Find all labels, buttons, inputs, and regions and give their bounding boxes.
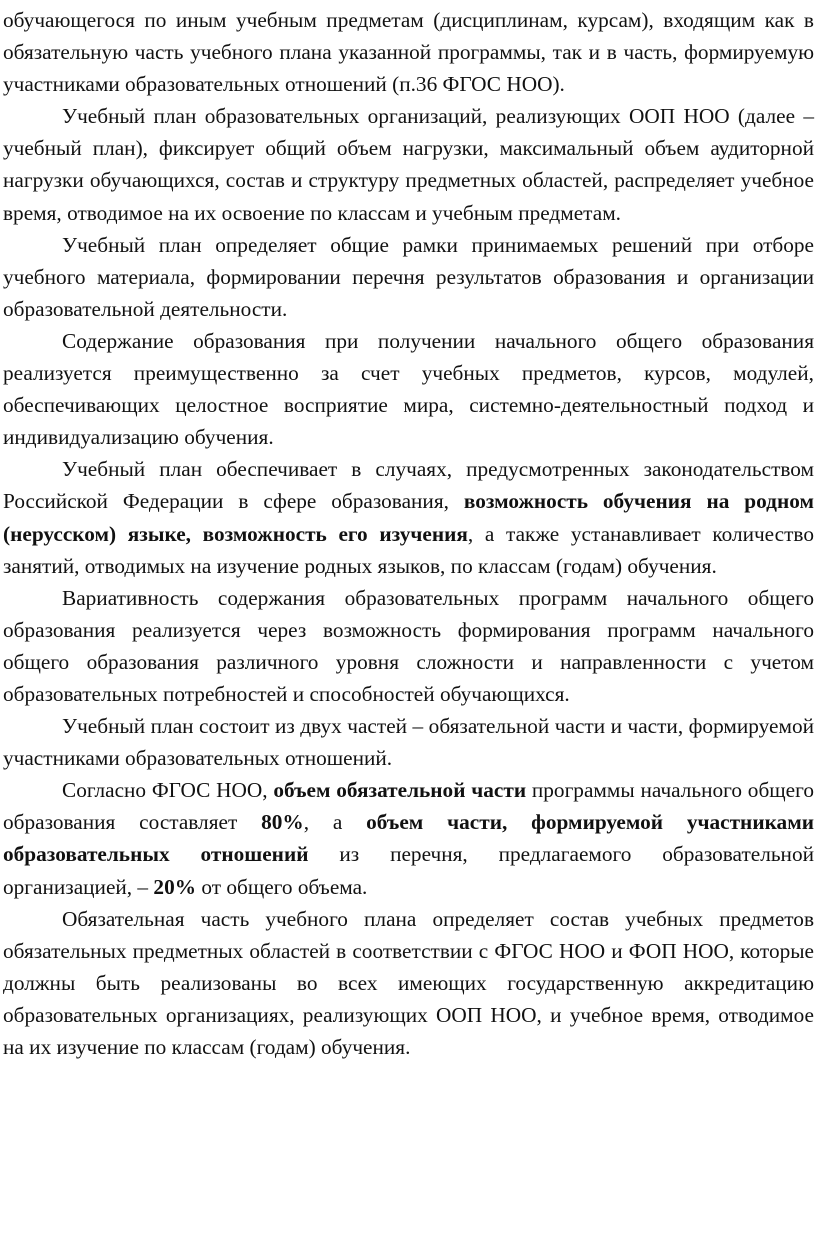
text-run: Содержание образования при получении начального общего образования реализуется преимущественно за счет учебных предметов, курсов, модулей, обеспечивающих целостное восприятие мира, системно-деятельностный подход и индивидуализацию обучения.: [3, 328, 814, 450]
text-run: из перечня, предлагаемого образовательной организацией, –: [3, 842, 814, 899]
paragraph-p9: [3, 903, 814, 1063]
bold-text-run: объем части, формируемой участниками образовательных отношений: [3, 810, 814, 867]
paragraph-p1: [3, 4, 814, 100]
text-run: , а: [303, 810, 367, 835]
document-body: [3, 4, 814, 1063]
text-run: от общего объема.: [196, 874, 368, 899]
bold-text-run: 20%: [153, 874, 197, 899]
text-run: Вариативность содержания образовательных программ начального общего образования реализуется через возможность формирования программ начального общего образования различного уровня сложности и направленности с учетом образовательных потребностей и способностей обучающихся.: [3, 585, 814, 706]
paragraph-p4: [3, 325, 814, 453]
text-run: , а также устанавливает количество занятий, отводимых на изучение родных языков, по классам (годам) обучения.: [3, 521, 814, 578]
text-run: Согласно ФГОС НОО,: [62, 778, 274, 803]
bold-text-run: объем обязательной части: [273, 778, 527, 803]
text-run: обучающегося по иным учебным предметам (дисциплинам, курсам), входящим как в обязательную часть учебного плана указанной программы, так и в часть, формируемую участниками образовательных отношений (п.36 ФГОС НОО).: [3, 8, 814, 97]
text-run: Учебный план определяет общие рамки принимаемых решений при отборе учебного материала, формировании перечня результатов образования и организации образовательной деятельности.: [3, 232, 814, 321]
paragraph-p8: [3, 774, 814, 902]
text-run: Учебный план обеспечивает в случаях, предусмотренных законодательством Российской Федерации в сфере образования,: [3, 457, 814, 514]
paragraph-p6: [3, 582, 814, 710]
text-run: Учебный план образовательных организаций, реализующих ООП НОО (далее – учебный план), фиксирует общий объем нагрузки, максимальный объем аудиторной нагрузки обучающихся, состав и структуру предметных областей, распределяет учебное время, отводимое на их освоение по классам и учебным предметам.: [3, 104, 814, 225]
bold-text-run: 80%: [261, 810, 304, 835]
paragraph-p3: [3, 229, 814, 325]
text-run: Учебный план состоит из двух частей – обязательной части и части, формируемой участниками образовательных отношений.: [3, 714, 814, 771]
paragraph-p5: [3, 453, 814, 581]
paragraph-p7: [3, 710, 814, 774]
text-run: программы начального общего образования составляет: [3, 778, 814, 835]
paragraph-p2: [3, 100, 814, 228]
text-run: Обязательная часть учебного плана определяет состав учебных предметов обязательных предметных областей в соответствии с ФГОС НОО и ФОП НОО, которые должны быть реализованы во всех имеющих государственную аккредитацию образовательных организациях, реализующих ООП НОО, и учебное время, отводимое на их изучение по классам (годам) обучения.: [3, 906, 814, 1059]
bold-text-run: возможность обучения на родном (нерусском) языке, возможность его изучения: [3, 489, 814, 546]
